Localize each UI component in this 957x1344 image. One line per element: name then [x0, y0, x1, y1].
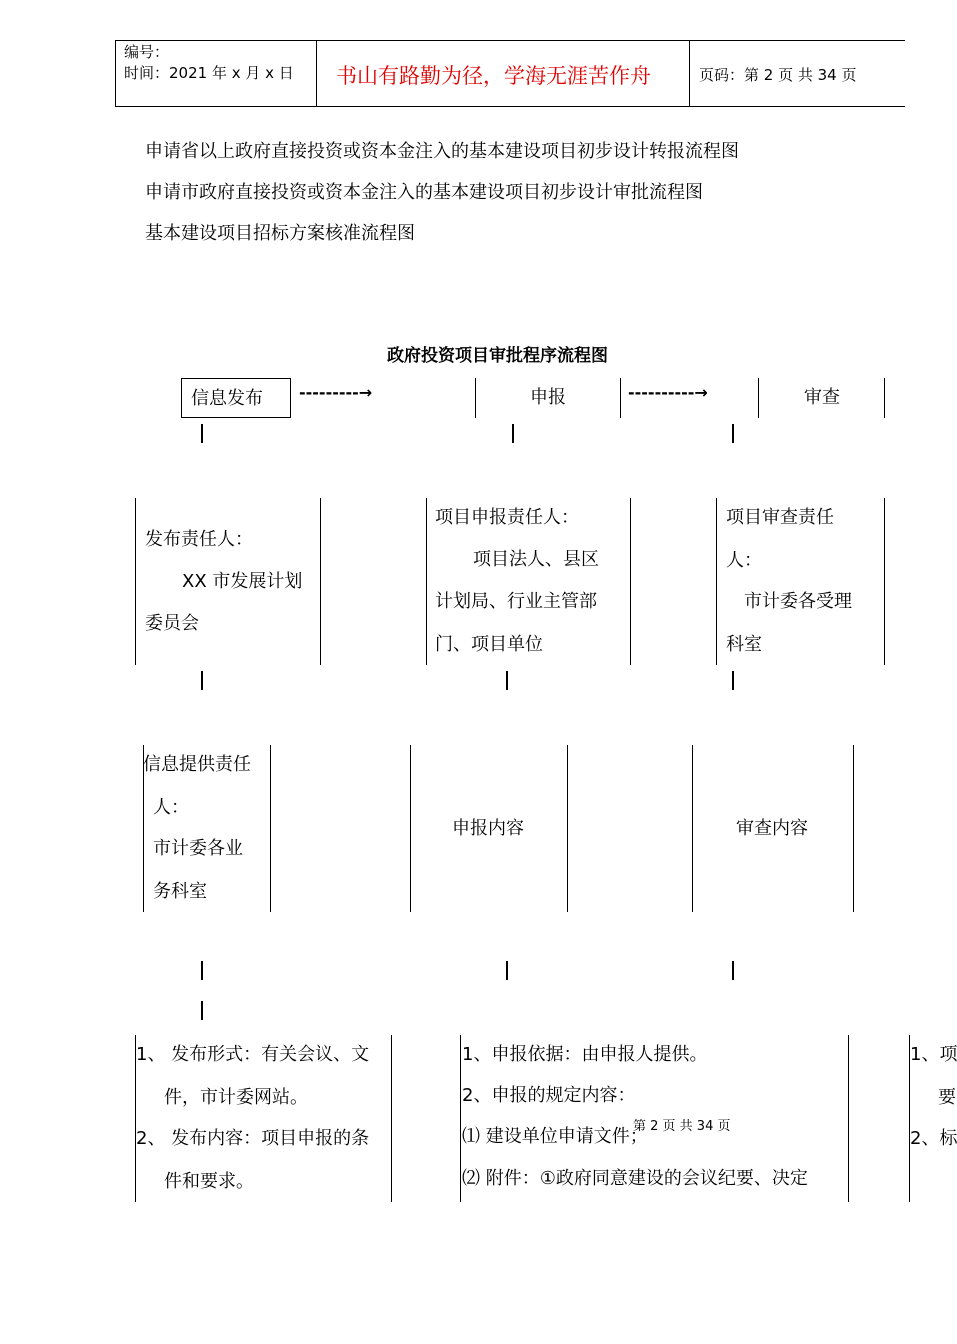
review-detail-l3: 2、标	[910, 1128, 957, 1149]
provider-l4: 务科室	[153, 881, 207, 902]
connector-tick	[201, 1001, 203, 1020]
declare-content-label: 申报内容	[452, 818, 524, 839]
connector-tick	[506, 671, 508, 690]
page-label: 页码：第 2 页 共 34 页	[699, 66, 857, 84]
publish-detail-l4: 件和要求。	[164, 1171, 254, 1192]
publisher-l2: XX 市发展计划	[182, 571, 303, 592]
declare-detail-l4: ⑵ 附件：①政府同意建设的会议纪要、决定	[462, 1168, 808, 1189]
reviewer-l1: 项目审查责任	[726, 507, 834, 528]
connector-tick	[732, 424, 734, 443]
declarant-l2: 项目法人、县区	[473, 549, 599, 570]
step-review-label: 审查	[804, 387, 840, 408]
reviewer-l4: 科室	[726, 634, 762, 655]
provider-l2: 人：	[153, 797, 189, 818]
flow-title: 政府投资项目审批程序流程图	[387, 346, 608, 366]
publish-detail-l1: 1、 发布形式：有关会议、文	[136, 1044, 370, 1065]
footer-page-marker: 第 2 页 共 34 页	[633, 1119, 731, 1134]
connector-tick	[506, 961, 508, 980]
arrow-2: ----------→	[628, 383, 708, 402]
connector-tick	[732, 671, 734, 690]
step-publish-box	[181, 378, 291, 418]
reviewer-l2: 人：	[726, 550, 762, 571]
review-detail-l1: 1、项	[910, 1044, 957, 1065]
review-detail-clip	[910, 1030, 957, 1205]
review-detail-l2: 要	[938, 1087, 956, 1108]
provider-l3: 市计委各业	[153, 838, 243, 859]
declare-detail-l3: ⑴ 建设单位申请文件；	[462, 1126, 648, 1147]
declarant-l3: 计划局、行业主管部	[435, 591, 597, 612]
time-label: 时间：2021 年 x 月 x 日	[124, 64, 294, 82]
reviewer-l3: 市计委各受理	[744, 591, 852, 612]
toc-item-3: 基本建设项目招标方案核准流程图	[145, 223, 415, 244]
doc-number-label: 编号：	[124, 43, 170, 61]
provider-l1: 信息提供责任	[143, 754, 251, 775]
connector-tick	[201, 424, 203, 443]
connector-tick	[512, 424, 514, 443]
publish-detail-l2: 件，市计委网站。	[164, 1087, 308, 1108]
connector-tick	[201, 961, 203, 980]
connector-tick	[201, 671, 203, 690]
toc-item-2: 申请市政府直接投资或资本金注入的基本建设项目初步设计审批流程图	[145, 182, 703, 203]
step-publish-label: 信息发布	[191, 388, 263, 409]
review-content-label: 审查内容	[736, 818, 808, 839]
motto-text: 书山有路勤为径，学海无涯苦作舟	[336, 64, 651, 88]
step-declare-label: 申报	[530, 387, 566, 408]
publisher-l1: 发布责任人：	[145, 529, 253, 550]
declare-detail-l1: 1、申报依据：由申报人提供。	[462, 1044, 708, 1065]
connector-tick	[732, 961, 734, 980]
publisher-l3: 委员会	[145, 613, 199, 634]
declare-detail-l2: 2、申报的规定内容：	[462, 1085, 636, 1106]
declarant-l4: 门、项目单位	[435, 634, 543, 655]
toc-item-1: 申请省以上政府直接投资或资本金注入的基本建设项目初步设计转报流程图	[145, 141, 739, 162]
publish-detail-l3: 2、 发布内容：项目申报的条	[136, 1128, 370, 1149]
arrow-1: ---------→	[299, 383, 373, 402]
declarant-l1: 项目申报责任人：	[435, 507, 579, 528]
